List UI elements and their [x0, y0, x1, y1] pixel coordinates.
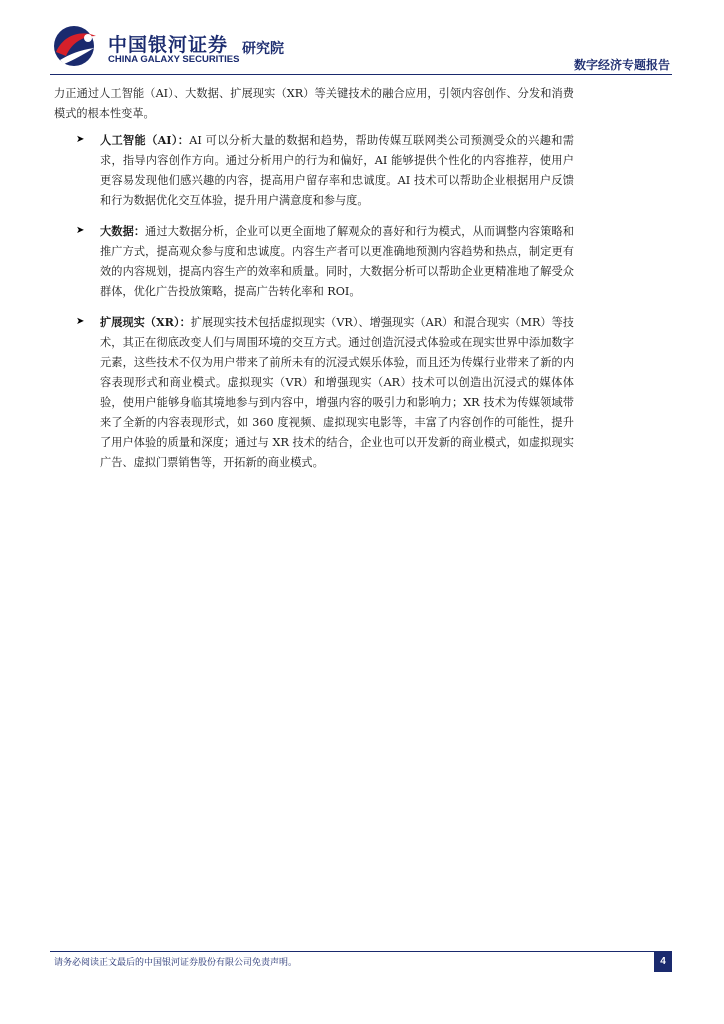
bullet-text: 扩展现实技术包括虚拟现实（VR）、增强现实（AR）和混合现实（MR）等技术，其正在彻底改变人们与周围环境的交互方式。通过创造沉浸式体验或在现实世界中添加数字元素，这些技术不仅为用户带来了前所未有的沉浸式娱乐体验，而且还为传媒行业带来了新的内容表现形式和商业模式。虚拟现实（VR）和增强现实（AR）技术可以创造出沉浸式的媒体体验，使用户能够身临其境地参与到内容中，增强内容的吸引力和影响力；XR 技术为传媒领域带来了全新的内容表现形式，如 360 度视频、虚拟现实电影等，丰富了内容创作的可能性，提升了用户体验的质量和深度；通过与 XR 技术的结合，企业也可以开发新的商业模式，如虚拟现实广告、虚拟门票销售等，开拓新的商业模式。	[100, 316, 574, 469]
bullet-ai	[54, 130, 574, 211]
footer-divider	[50, 951, 672, 952]
bullet-heading: 扩展现实（XR）：	[100, 315, 191, 329]
page-header	[0, 0, 724, 80]
report-type-title: 数字经济专题报告	[573, 58, 670, 72]
bullet-heading: 大数据：	[100, 224, 146, 238]
main-content	[54, 84, 574, 483]
logo-chinese-name: 中国银河证券	[108, 34, 229, 56]
intro-paragraph: 力正通过人工智能（AI）、大数据、扩展现实（XR）等关键技术的融合应用，引领内容创作、分发和消费模式的根本性变革。	[54, 87, 574, 120]
bullet-text: 通过大数据分析，企业可以更全面地了解观众的喜好和行为模式，从而调整内容策略和推广方式，提高观众参与度和忠诚度。内容生产者可以更准确地预测内容趋势和热点，制定更有效的内容规划，提高内容生产的效率和质量。同时，大数据分析可以帮助企业更精准地了解受众群体，优化广告投放策略，提高广告转化率和 ROI。	[100, 225, 574, 298]
bullet-text: AI 可以分析大量的数据和趋势，帮助传媒互联网类公司预测受众的兴趣和需求，指导内容创作方向。通过分析用户的行为和偏好，AI 能够提供个性化的内容推荐，使用户更容易发现他们感兴趣的内容，提高用户留存率和忠诚度。AI 技术可以帮助企业根据用户反馈和行为数据优化交互体验，提升用户满意度和参与度。	[100, 134, 574, 207]
arrow-bullet-icon: ➤	[76, 316, 85, 327]
arrow-bullet-icon: ➤	[76, 225, 85, 236]
page-number: 4	[654, 952, 672, 972]
header-divider	[50, 74, 672, 75]
footer-disclaimer: 请务必阅读正文最后的中国银河证券股份有限公司免责声明。	[54, 958, 298, 968]
galaxy-logo-icon	[50, 24, 100, 68]
bullet-heading: 人工智能（AI）：	[100, 133, 190, 147]
bullet-xr	[54, 312, 574, 473]
arrow-bullet-icon: ➤	[76, 134, 85, 145]
bullet-big-data	[54, 221, 574, 302]
logo-english-name: CHINA GALAXY SECURITIES	[108, 54, 240, 65]
institute-label: 研究院	[242, 41, 284, 57]
